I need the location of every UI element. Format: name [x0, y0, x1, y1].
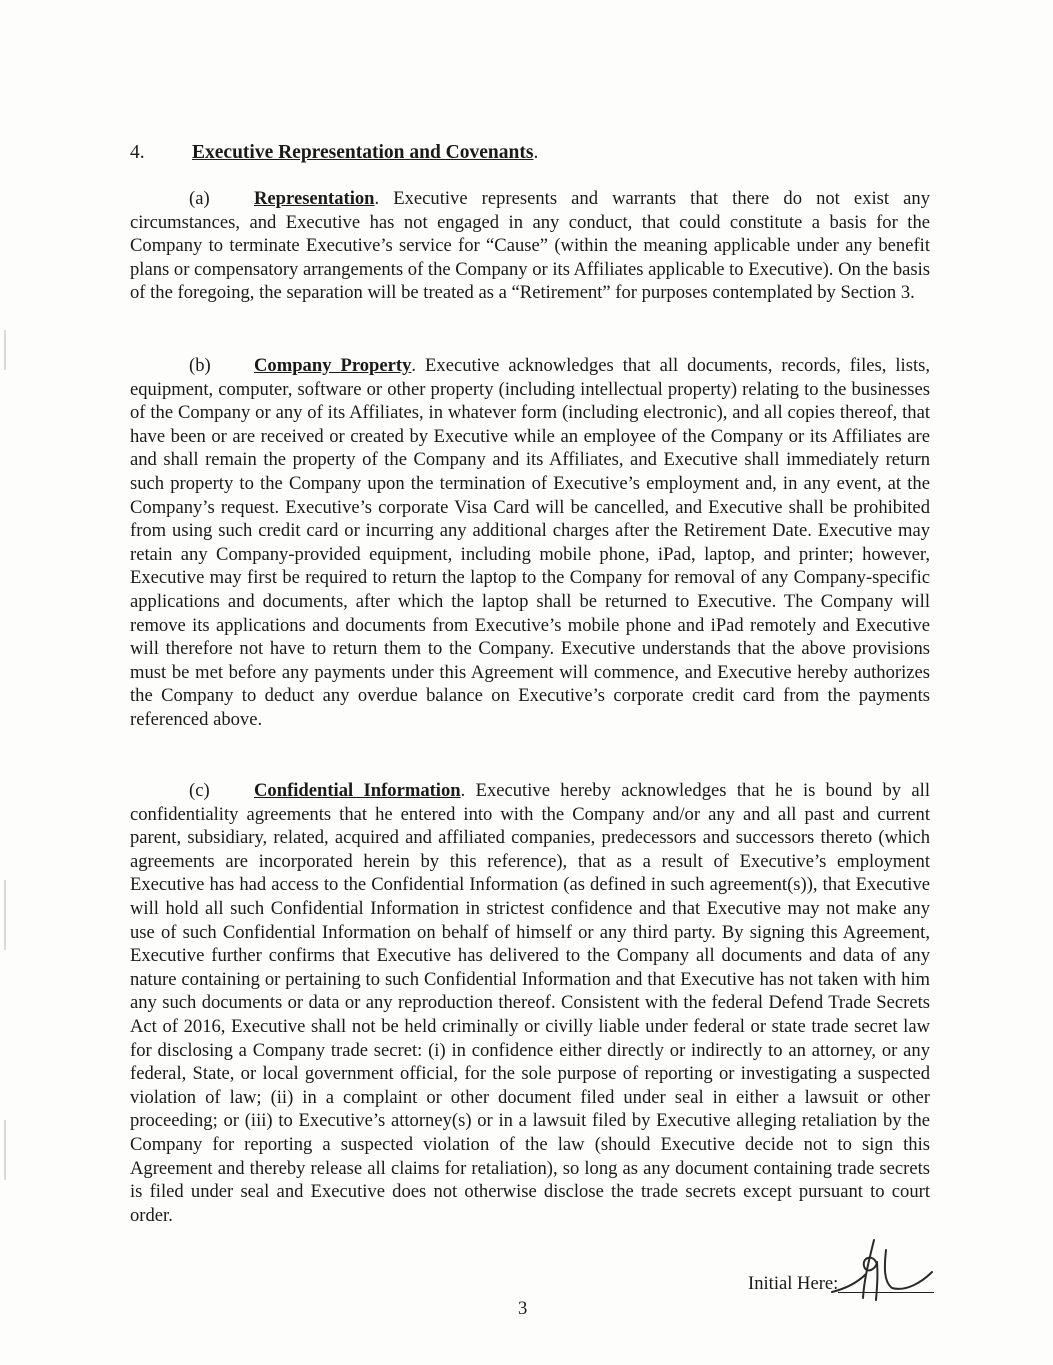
paragraph-label: (b) [189, 355, 211, 376]
paragraph-caption: Company Property [254, 355, 412, 376]
initial-here-label: Initial Here: [748, 1273, 839, 1294]
section-heading [130, 141, 538, 165]
paragraph-body: . Executive represents and warrants that there do not exist any circumstances, and Executive has not engaged in any conduct, that could constitute a basis for the Company to terminate Executive’s service for “Cause” (within the meaning applicable under any benefit plans or compensatory arrangements of the Company or its Affiliates applicable to Executive). On the basis of the foregoing, the separation will be treated as a “Retirement” for purposes contemplated by Section 3. [130, 188, 931, 304]
paragraph-caption: Representation [254, 188, 375, 209]
page-number: 3 [518, 1298, 528, 1319]
paragraph-body: . Executive acknowledges that all documents, records, files, lists, equipment, computer, software or other property (including intellectual property) relating to the businesses of the Company or any of its Affiliates, in whatever form (including electronic), and all copies thereof, that have been or are received or created by Executive while an employee of the Company or its Affiliates are and shall remain the property of the Company and its Affiliates, and Executive shall immediately return such property to the Company upon the termination of Executive’s employment and, in any event, at the Company’s request. Executive’s corporate Visa Card will be cancelled, and Executive shall be prohibited from using such credit card or incurring any additional charges after the Retirement Date. Executive may retain any Company-provided equipment, including mobile phone, iPad, laptop, and printer; however, Executive may first be required to return the laptop to the Company for removal of any Company-specific applications and documents, after which the laptop shall be returned to Executive. The Company will remove its applications and documents from Executive’s mobile phone and iPad remotely and Executive will therefore not have to return them to the Company. Executive understands that the above provisions must be met before any payments under this Agreement will commence, and Executive hereby authorizes the Company to deduct any overdue balance on Executive’s corporate credit card from the payments referenced above. [130, 355, 931, 730]
scan-margin-mark [4, 1120, 6, 1180]
section-title-period: . [533, 142, 539, 163]
initials-stroke [832, 1240, 932, 1300]
section-title: Executive Representation and Covenants [192, 142, 534, 163]
section-number: 4. [130, 142, 145, 163]
paragraph-confidential-information [130, 779, 930, 1227]
handwritten-initials [814, 1226, 944, 1306]
scan-margin-mark [4, 330, 6, 370]
paragraph-label: (a) [189, 188, 210, 209]
paragraph-body: . Executive hereby acknowledges that he is bound by all confidentiality agreements that he entered into with the Company and/or any and all past and current parent, subsidiary, related, acquired and affiliated companies, predecessors and successors thereto (which agreements are incorporated herein by this reference), that as a result of Executive’s employment Executive has had access to the Confidential Information (as defined in such agreement(s)), that Executive will hold all such Confidential Information in strictest confidence and that Executive may not make any use of such Confidential Information on behalf of himself or any third party. By signing this Agreement, Executive further confirms that Executive has delivered to the Company all documents and data of any nature containing or pertaining to such Confidential Information and that Executive has not taken with him any such documents or data or any reproduction thereof. Consistent with the federal Defend Trade Secrets Act of 2016, Executive shall not be held criminally or civilly liable under federal or state trade secret law for disclosing a Company trade secret: (i) in confidence either directly or indirectly to an attorney, or any federal, State, or local government official, for the sole purpose of reporting or investigating a suspected violation of law; (ii) in a complaint or other document filed under seal in either a lawsuit or other proceeding; or (iii) to Executive’s attorney(s) or in a lawsuit filed by Executive alleging retaliation by the Company for reporting a suspected violation of the law (should Executive decide not to sign this Agreement and thereby release all claims for retaliation), so long as any document containing trade secrets is filed under seal and Executive does not otherwise disclose the trade secrets except pursuant to court order. [130, 780, 931, 1226]
paragraph-company-property [130, 354, 930, 732]
paragraph-caption: Confidential Information [254, 780, 461, 801]
paragraph-representation [130, 187, 930, 305]
scan-margin-mark [4, 880, 6, 950]
paragraph-label: (c) [189, 780, 210, 801]
